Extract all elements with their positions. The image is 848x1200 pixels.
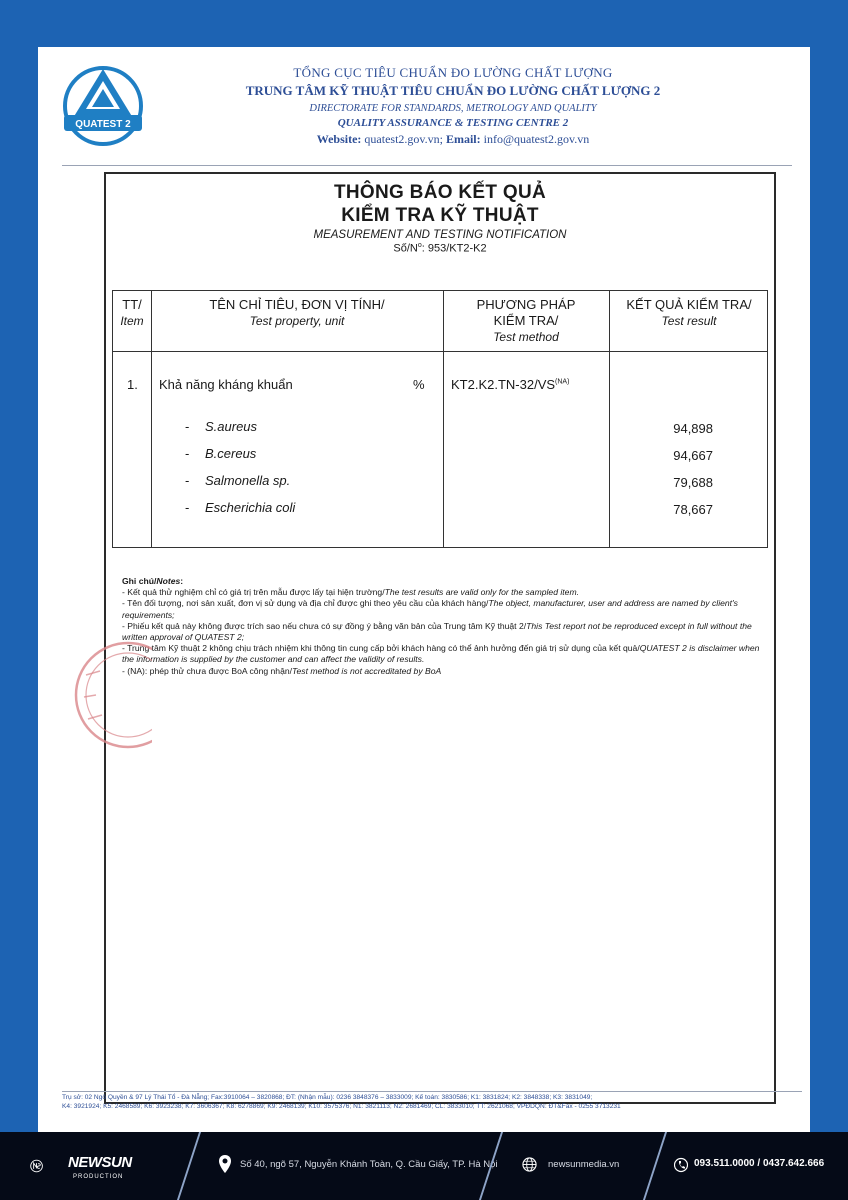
phone-text[interactable]: 093.511.0000 / 0437.642.666 [694, 1158, 825, 1169]
organization-header [158, 65, 748, 147]
result-value: 94,667 [673, 448, 713, 463]
item-dash: - [185, 500, 190, 515]
note-item: - Tên đối tượng, nơi sản xuất, đơn vị sử dụng và địa chỉ được ghi theo yêu cầu của khách hàng/The object, manufacturer, user and address are named by client's requirements; [122, 598, 738, 620]
col-divider [151, 291, 152, 547]
newsun-logo [30, 1146, 70, 1186]
header-divider [62, 165, 792, 166]
col-header-method: PHƯƠNG PHÁP KIỂM TRA/ Test method [476, 297, 576, 344]
website-label: Website: [316, 132, 362, 146]
location-pin-icon [218, 1154, 232, 1174]
title-line-1: THÔNG BÁO KẾT QUẢ [334, 182, 546, 203]
col-header-result: KẾT QUẢ KIỂM TRA/ Test result [626, 297, 752, 328]
col-header-item: TT/ Item [120, 297, 144, 328]
notes-heading: Ghi chú/Notes: [122, 576, 184, 586]
footer-contacts [62, 1093, 802, 1111]
notification-frame [104, 172, 776, 1104]
footer-line-2: K4: 3921924; K5: 2468589; K6: 3923238; K7: 3606367; K8: 6278869; K9: 2468139; K10: 3575376; N1: 3821113; N2: 2681469; CL: 3833010; TT: 2621068; VPĐDQN: ĐT&Fax - 0255 3713231 [62, 1103, 621, 1110]
org-line-4: QUALITY ASSURANCE & TESTING CENTRE 2 [337, 117, 569, 129]
row-property: Khả năng kháng khuẩn [159, 377, 293, 392]
address-text: Số 40, ngõ 57, Nguyễn Khánh Toàn, Q. Cầu Giấy, TP. Hà Nội [240, 1159, 498, 1170]
organism-name: B.cereus [205, 446, 257, 461]
document-number: $Số/N^o$: 953/KT2-K2 [393, 242, 487, 255]
website-link[interactable]: quatest2.gov.vn; [364, 132, 443, 146]
contact-line [158, 132, 748, 147]
organism-name: Escherichia coli [205, 500, 296, 515]
bar-divider [177, 1132, 201, 1200]
document-title [106, 182, 774, 255]
result-value: 94,898 [673, 421, 713, 436]
website-text[interactable]: newsunmedia.vn [548, 1159, 620, 1170]
organism-name: Salmonella sp. [205, 473, 291, 488]
org-line-3: DIRECTORATE FOR STANDARDS, METROLOGY AND QUALITY [309, 103, 597, 114]
col-header-property: TÊN CHỈ TIÊU, ĐƠN VỊ TÍNH/ Test property, unit [209, 297, 385, 328]
note-item: - Phiếu kết quả này không được trích sao nếu chưa có sự đồng ý bằng văn bản của Trung tâm Kỹ thuật 2/This Test report not be reproduced except in full without the written approval of QUATEST 2; [122, 620, 752, 643]
email-label: Email: [445, 132, 481, 146]
globe-icon [522, 1157, 537, 1172]
document-page [38, 47, 810, 1132]
item-dash: - [185, 419, 190, 434]
email-link[interactable]: info@quatest2.gov.vn [483, 132, 590, 146]
row-index: 1. [127, 377, 138, 392]
note-item: - (NA): phép thử chưa được BoA công nhận/Test method is not accreditated by BoA [122, 665, 442, 676]
footer-divider [62, 1091, 802, 1092]
logo-text: QUATEST 2 [75, 119, 131, 130]
quatest-logo [62, 63, 144, 149]
result-value: 78,667 [673, 502, 713, 517]
branding-bar [0, 1132, 848, 1200]
notes-section [122, 576, 772, 677]
organism-name: S.aureus [205, 419, 258, 434]
brand-name: NEWSUN [68, 1154, 132, 1171]
results-table [112, 290, 768, 548]
org-line-1: TỔNG CỤC TIÊU CHUẨN ĐO LƯỜNG CHẤT LƯỢNG [293, 65, 613, 80]
official-seal-stamp [56, 635, 152, 755]
row-method: $KT2.K2.TN-32/VS^{(NA)}$ [451, 377, 570, 392]
item-dash: - [185, 473, 190, 488]
title-line-2: KIỂM TRA KỸ THUẬT [341, 205, 539, 226]
note-item: - Trung tâm Kỹ thuật 2 không chịu trách nhiệm khi thông tin cung cấp bởi khách hàng có thể ảnh hưởng đến giá trị sử dụng của kết quả/QUATEST 2 is disclaimer when the information is supplied by the customer and can affect the validity of results. [122, 643, 760, 665]
row-unit: % [413, 377, 425, 392]
note-item: - Kết quả thử nghiệm chỉ có giá trị trên mẫu được lấy tại hiện trường/The test results are valid only for the sampled item. [122, 587, 579, 598]
title-subtitle: MEASUREMENT AND TESTING NOTIFICATION [313, 229, 567, 241]
org-line-2: TRUNG TÂM KỸ THUẬT TIÊU CHUẨN ĐO LƯỜNG CHẤT LƯỢNG 2 [245, 83, 661, 98]
footer-line-1: Trụ sở: 02 Ngô Quyền & 97 Lý Thái Tổ - Đà Nẵng; Fax:3910064 – 3820868; ĐT: (Nhận mẫu): 0236 3848376 – 3833009; Kế toán: 3830586; K1: 3831824; K2: 3848338; K3: 3831049; [62, 1094, 593, 1101]
item-dash: - [185, 446, 190, 461]
header-row-divider [113, 351, 767, 352]
col-divider [609, 291, 610, 547]
phone-icon [674, 1156, 688, 1174]
brand-subtitle: PRODUCTION [73, 1174, 124, 1180]
result-value: 79,688 [673, 475, 713, 490]
bar-divider [643, 1132, 667, 1200]
